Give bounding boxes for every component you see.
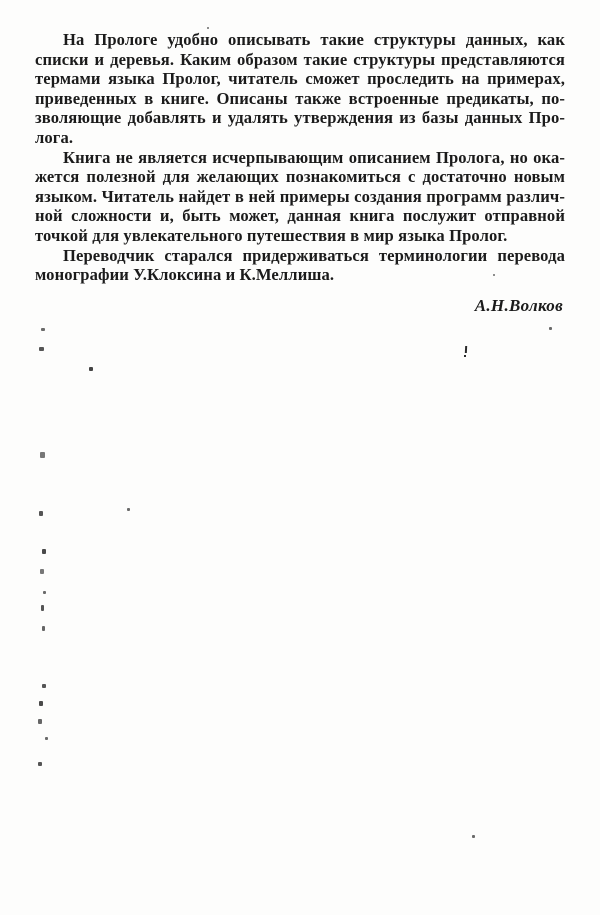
- scan-speck: [38, 762, 42, 766]
- scan-speck: [42, 684, 46, 688]
- scan-speck: [39, 347, 44, 351]
- text-line: зволяющие добавлять и удалять утверждения из базы данных Про-: [35, 108, 565, 128]
- paragraph-1: [35, 30, 565, 148]
- scan-speck: [549, 327, 552, 330]
- scan-speck: [41, 605, 44, 611]
- scan-speck: [89, 367, 93, 371]
- text-line: жется полезной для желающих познакомиться с достаточно новым: [35, 167, 565, 187]
- scan-speck: [39, 701, 43, 706]
- scan-speck: [127, 508, 130, 511]
- scan-speck: [38, 719, 42, 724]
- scan-speck: [45, 737, 48, 740]
- text-block: [35, 30, 565, 316]
- text-line: На Прологе удобно описывать такие структуры данных, как: [63, 30, 565, 49]
- text-line: монографии У.Клоксина и К.Меллиша.: [35, 265, 335, 285]
- text-line: термами языка Пролог, читатель сможет проследить на примерах,: [35, 69, 565, 89]
- text-line: языком. Читатель найдет в ней примеры создания программ различ-: [35, 186, 565, 206]
- scan-speck: [40, 569, 44, 574]
- text-line: лога.: [35, 127, 74, 147]
- paragraph-2: [35, 148, 565, 246]
- scan-speck: [39, 511, 43, 516]
- scan-speck: [40, 452, 45, 458]
- text-line: Переводчик старался придерживаться терминологии перевода: [63, 245, 565, 265]
- scan-speck: [493, 274, 495, 276]
- text-line: точкой для увлекательного путешествия в мир языка Пролог.: [35, 225, 508, 245]
- text-line: ной сложности и, быть может, данная книга послужит отправной: [35, 206, 565, 226]
- text-line: Книга не является исчерпывающим описанием Пролога, но ока-: [63, 147, 565, 167]
- scan-speck: [43, 591, 46, 594]
- paragraph-3: [35, 246, 565, 285]
- text-line: списки и деревья. Каким образом такие структуры представляются: [35, 49, 565, 69]
- translator-signature: А.Н.Волков: [474, 295, 563, 315]
- scan-speck: [42, 626, 45, 631]
- scan-speck: [41, 328, 45, 331]
- scan-speck: [472, 835, 475, 838]
- text-line: приведенных в книге. Описаны также встроенные предикаты, по-: [35, 88, 565, 108]
- scan-speck: [207, 27, 209, 29]
- scan-mark: [464, 346, 467, 357]
- scan-speck: [42, 549, 46, 554]
